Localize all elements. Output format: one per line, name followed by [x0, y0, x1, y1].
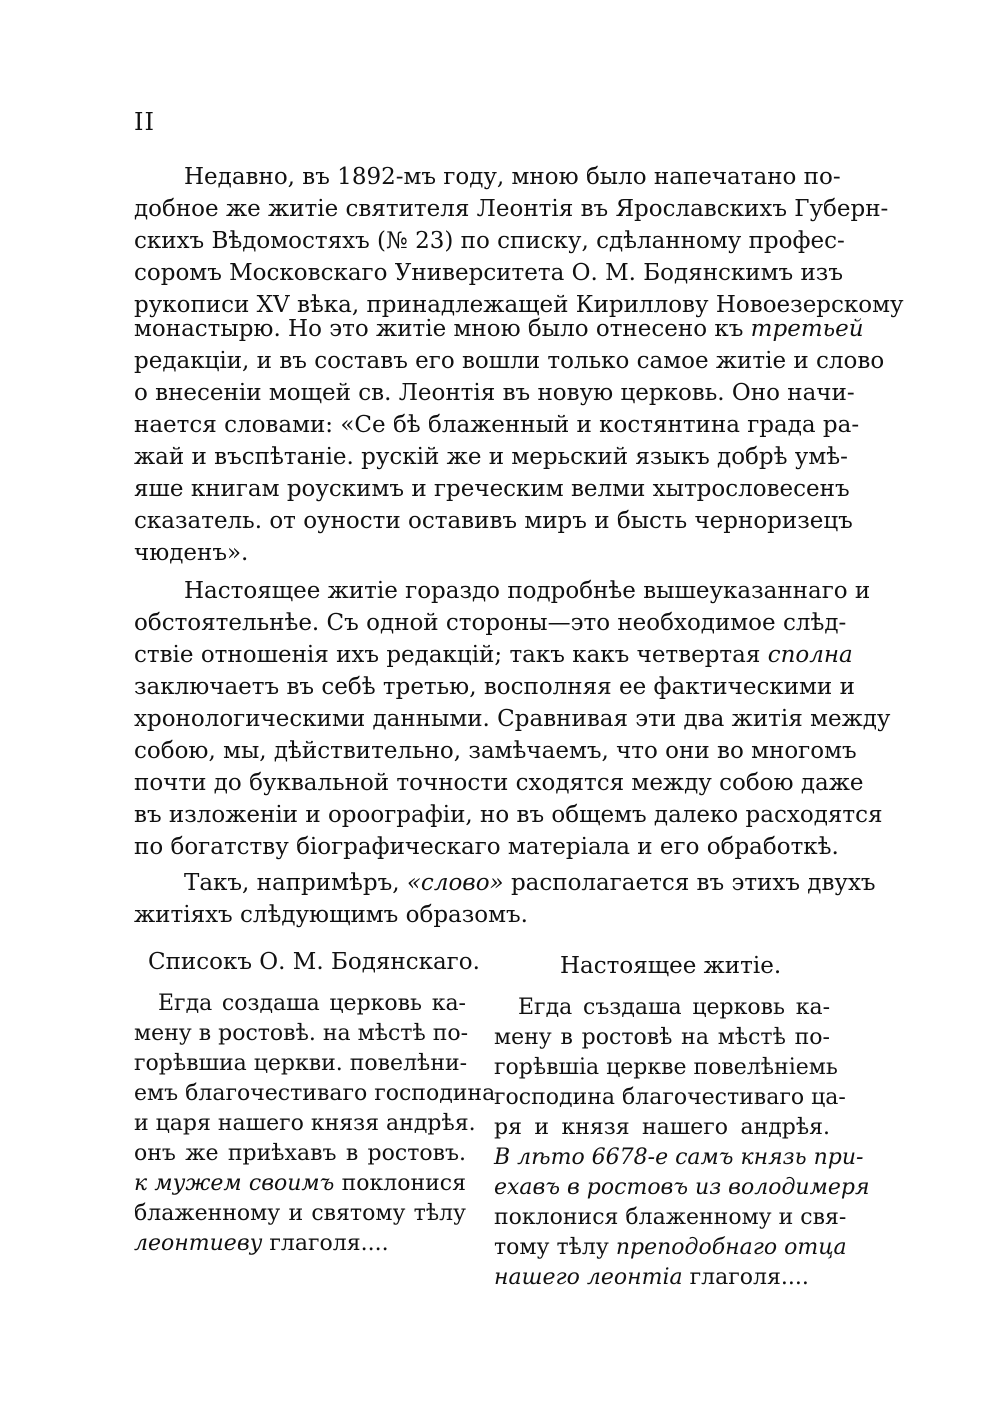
text-run: поклонися [341, 1171, 466, 1196]
text-line [494, 1143, 864, 1173]
italic-term: к мужем своимъ [134, 1171, 335, 1196]
text-line: господина благочестиваго ца- [494, 1085, 846, 1110]
text-line: скихъ Вѣдомостяхъ (№ 23) по списку, сдѣланному профес- [134, 228, 845, 254]
text-line: жай и въспѣтаніе. рускій же и мерьский языкъ добрѣ умѣ- [134, 444, 848, 470]
text-line: горѣвшиа церкви. повелѣни- [134, 1051, 468, 1076]
text-line [134, 313, 864, 345]
text-line: Настоящее житіе гораздо подробнѣе вышеуказаннаго и [184, 578, 871, 604]
text-line: о внесеніи мощей св. Леонтія въ новую церковь. Оно начи- [134, 380, 855, 406]
text-line: житіяхъ слѣдующимъ образомъ. [134, 902, 528, 928]
text-line: поклонися блаженному и свя- [494, 1205, 847, 1230]
text-line: и царя нашего князя андрѣя. [134, 1111, 476, 1136]
italic-term: третьей [750, 316, 864, 342]
text-line: чюденъ». [134, 540, 249, 566]
text-line: добное же житіе святителя Леонтія въ Ярославскихъ Губерн- [134, 196, 889, 222]
text-line: емъ благочестиваго господина [134, 1081, 496, 1106]
italic-term: сполна [767, 642, 853, 668]
text-run: монастырю. Но это житіе мною было отнесено къ [134, 316, 744, 342]
text-run: ствіе отношенія ихъ редакцій; такъ какъ четвертая [134, 642, 761, 668]
text-line: почти до буквальной точности сходятся между собою даже [134, 770, 864, 796]
text-line: мену в ростовѣ на мѣстѣ по- [494, 1025, 830, 1050]
text-line: заключаетъ въ себѣ третью, восполняя ее фактическими и [134, 674, 855, 700]
text-line: горѣвшіа церкве повелѣніемь [494, 1055, 838, 1080]
text-run: глаголя.... [689, 1265, 809, 1290]
text-line [184, 867, 876, 899]
italic-term: преподобнаго отца [615, 1235, 847, 1260]
text-line: рукописи XV вѣка, принадлежащей Кириллову Новоезерскому [134, 292, 904, 318]
italic-term: нашего леонтіа [494, 1265, 683, 1290]
page-number: II [134, 108, 155, 136]
text-line [134, 1169, 466, 1199]
text-line: Егда создаша церковь ка- [158, 991, 466, 1016]
text-line [494, 1263, 830, 1293]
text-line: мену в ростовѣ. на мѣстѣ по- [134, 1021, 469, 1046]
text-line: по богатству біографическаго матеріала и его обработкѣ. [134, 834, 839, 860]
text-line: блаженному и святому тѣлу [134, 1201, 466, 1226]
text-line: обстоятельнѣе. Съ одной стороны—это необходимое слѣд- [134, 610, 847, 636]
italic-term: леонтиеву [134, 1231, 263, 1256]
text-run: глаголя.... [269, 1231, 389, 1256]
text-line: хронологическими данными. Сравнивая эти два житія между [134, 706, 891, 732]
italic-term: «слово» [406, 870, 504, 896]
text-line: сказатель. от оуности оставивъ миръ и бысть черноризецъ [134, 508, 853, 534]
text-line [494, 1233, 847, 1263]
text-line: соромъ Московскаго Университета О. М. Бодянскимъ изъ [134, 260, 843, 286]
text-run: Такъ, напримѣръ, [184, 870, 400, 896]
text-line [494, 1173, 870, 1203]
text-line: собою, мы, дѣйствительно, замѣчаемъ, что они во многомъ [134, 738, 857, 764]
text-line: въ изложеніи и ороографіи, но въ общемъ далеко расходятся [134, 802, 883, 828]
text-line [134, 639, 853, 671]
text-line: редакціи, и въ составъ его вошли только самое житіе и слово [134, 348, 885, 374]
text-run: располагается въ этихъ двухъ [510, 870, 876, 896]
text-line: Егда създаша церковь ка- [518, 995, 830, 1020]
text-line: онъ же приѣхавъ в ростовъ. [134, 1141, 466, 1166]
right-column-heading: Настоящее житіе. [560, 953, 782, 979]
italic-term: В лѣто 6678-е самъ князь при- [494, 1145, 864, 1170]
left-column-heading: Списокъ О. М. Бодянскаго. [148, 949, 480, 975]
italic-term: ехавъ в ростовъ из володимеря [494, 1175, 870, 1200]
text-line: Недавно, въ 1892-мъ году, мною было напечатано по- [184, 164, 841, 190]
text-line: яше книгам роускимъ и греческим велми хытрословесенъ [134, 476, 850, 502]
text-line: нается словами: «Се бѣ блаженный и костянтина града ра- [134, 412, 860, 438]
text-line [134, 1229, 466, 1259]
text-line: ря и князя нашего андрѣя. [494, 1115, 830, 1140]
text-run: тому тѣлу [494, 1235, 609, 1260]
